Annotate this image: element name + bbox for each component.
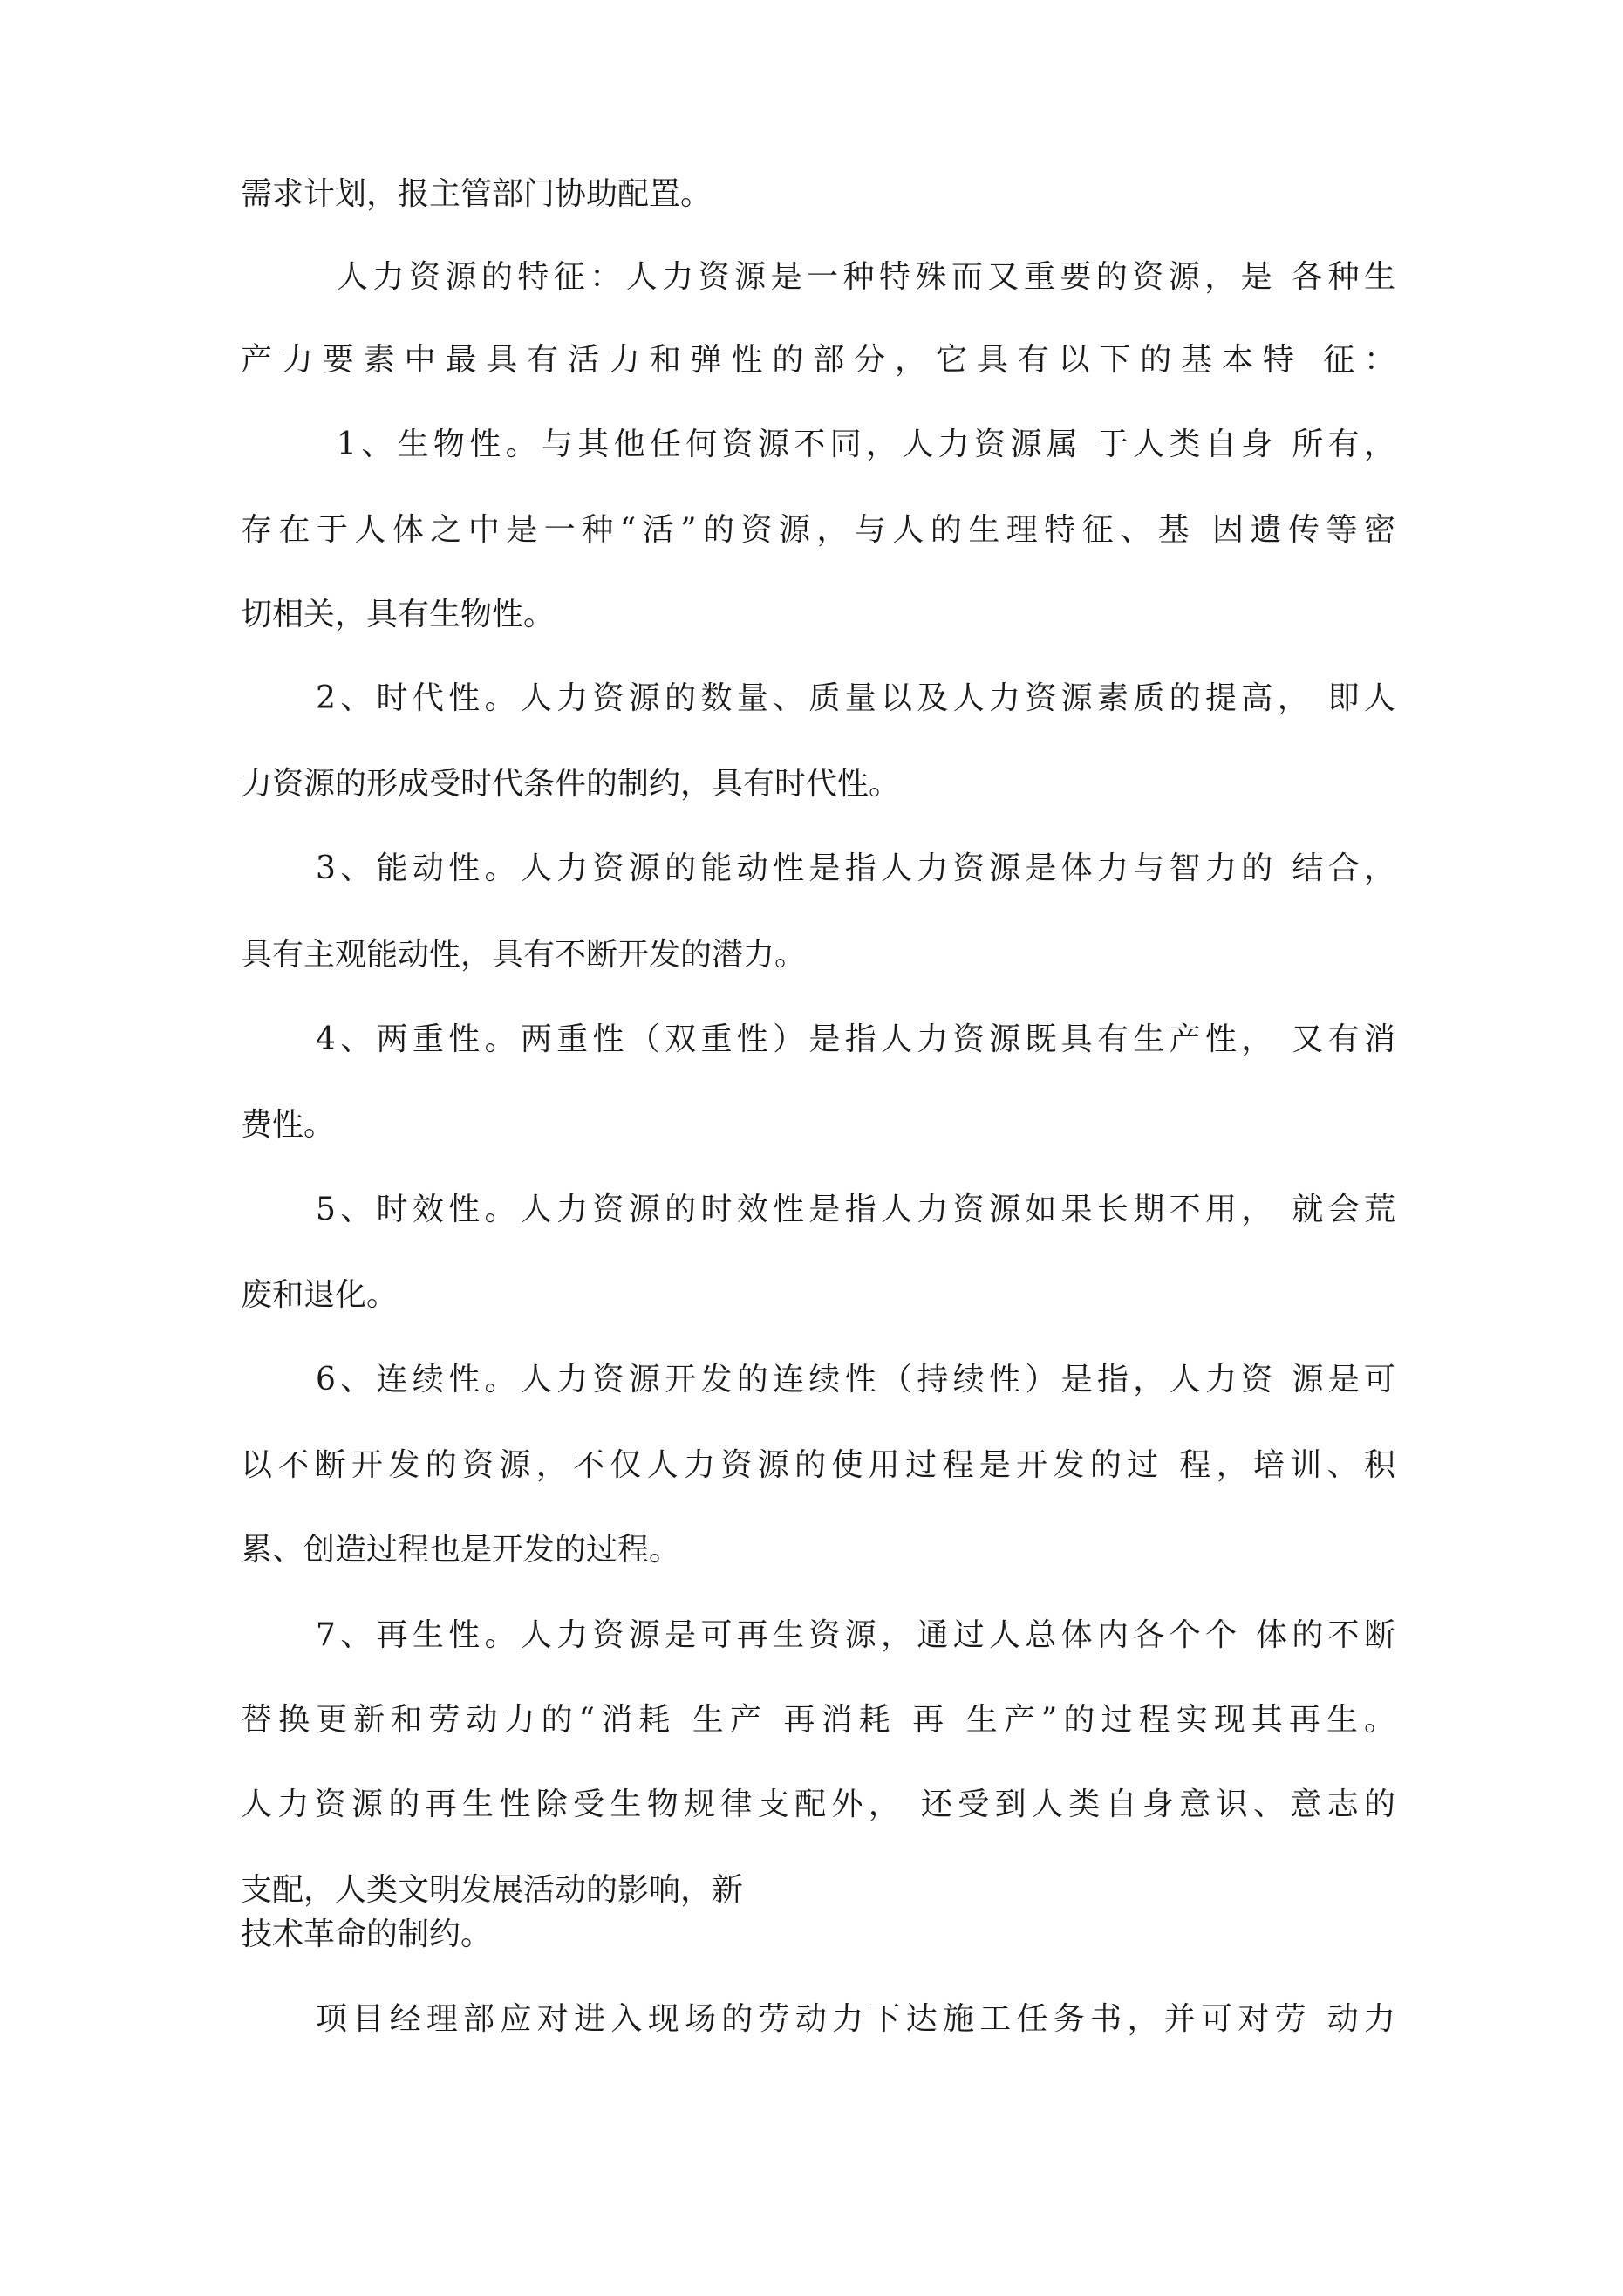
text-line: 5、时效性。人力资源的时效性是指人力资源如果长期不用， 就会荒 xyxy=(316,1192,1395,1227)
text-line: 需求计划，报主管部门协助配置。 xyxy=(241,176,713,212)
text-line: 存在于人体之中是一种“活”的资源，与人的生理特征、基 因遗传等密 xyxy=(241,512,1395,548)
text-line: 以不断开发的资源，不仅人力资源的使用过程是开发的过 程，培训、积 xyxy=(241,1447,1395,1483)
text-line: 4、两重性。两重性（双重性）是指人力资源既具有生产性， 又有消 xyxy=(316,1022,1395,1057)
text-line: 6、连续性。人力资源开发的连续性（持续性）是指，人力资 源是可 xyxy=(316,1362,1395,1397)
text-line: 力资源的形成受时代条件的制约，具有时代性。 xyxy=(241,766,901,802)
text-line: 产力要素中最具有活力和弹性的部分，它具有以下的基本特 征： xyxy=(241,342,1395,378)
text-line: 1、生物性。与其他任何资源不同，人力资源属 于人类自身 所有， xyxy=(337,427,1395,462)
text-line: 3、能动性。人力资源的能动性是指人力资源是体力与智力的 结合， xyxy=(316,851,1395,886)
text-line: 累、创造过程也是开发的过程。 xyxy=(241,1532,681,1568)
text-line: 费性。 xyxy=(241,1107,336,1143)
text-line: 技术革命的制约。 xyxy=(241,1917,493,1952)
text-line: 项目经理部应对进入现场的劳动力下达施工任务书，并可对劳 动力 xyxy=(316,2001,1395,2037)
text-line: 具有主观能动性，具有不断开发的潜力。 xyxy=(241,937,807,973)
text-line: 替换更新和劳动力的“消耗 生产 再消耗 再 生产”的过程实现其再生。 xyxy=(241,1702,1395,1738)
text-line: 人力资源的特征：人力资源是一种特殊而又重要的资源，是 各种生 xyxy=(337,259,1395,295)
text-line: 支配，人类文明发展活动的影响，新 xyxy=(241,1872,744,1908)
text-line: 废和退化。 xyxy=(241,1277,399,1313)
text-line: 人力资源的再生性除受生物规律支配外， 还受到人类自身意识、意志的 xyxy=(241,1787,1395,1822)
text-line: 切相关，具有生物性。 xyxy=(241,597,556,632)
text-line: 7、再生性。人力资源是可再生资源，通过人总体内各个个 体的不断 xyxy=(316,1617,1395,1653)
text-line: 2、时代性。人力资源的数量、质量以及人力资源素质的提高， 即人 xyxy=(316,680,1395,716)
